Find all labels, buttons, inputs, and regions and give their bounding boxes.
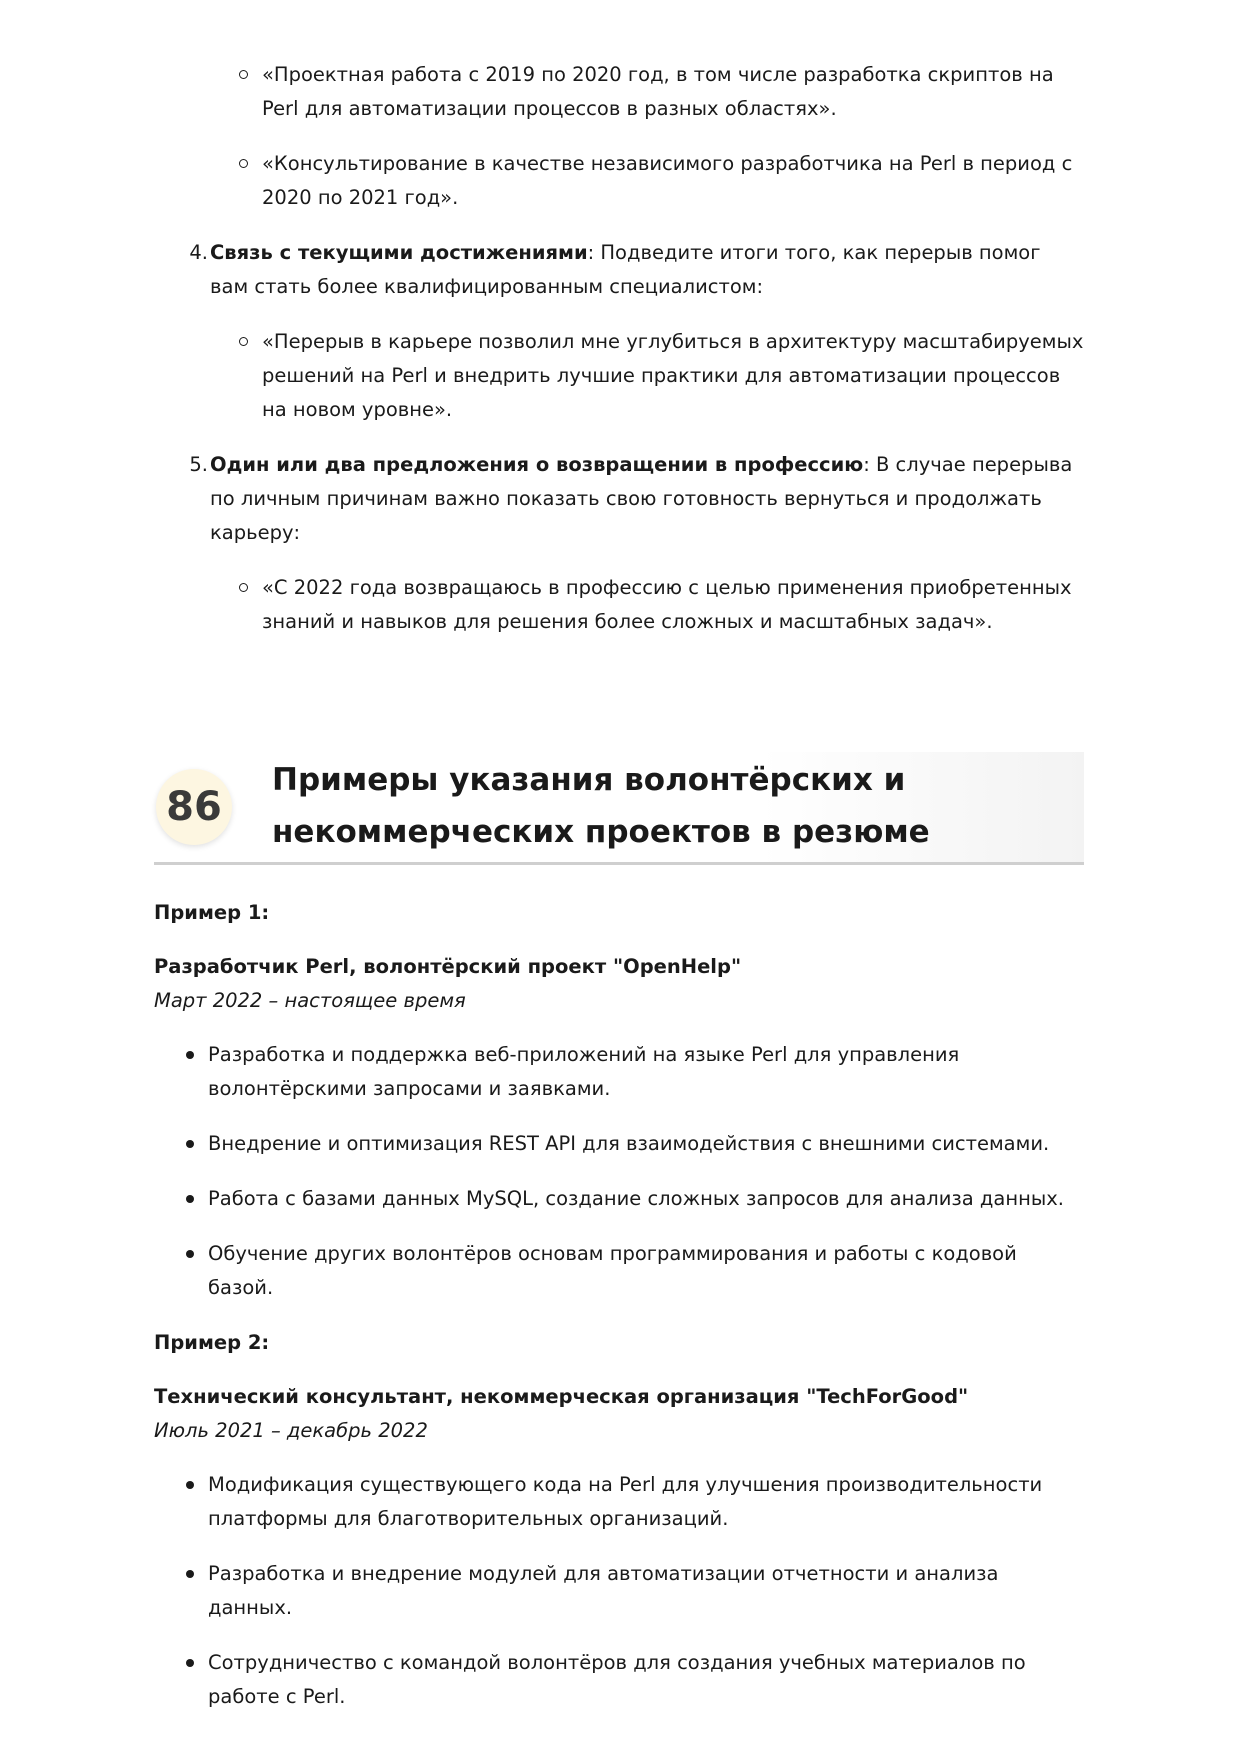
example-heading: Пример 2: (154, 1331, 270, 1354)
sublist-item: «Проектная работа с 2019 по 2020 год, в том числе разработка скриптов на Perl для автоматизации процессов в разных областях». (262, 58, 1084, 126)
example-2 (154, 1326, 1084, 1714)
item-text: : В случае перерыва по личным причинам важно показать свою готовность вернуться и продолжать карьеру: (210, 453, 1073, 544)
chapter-title: Примеры указания волонтёрских и некоммерческих проектов в резюме (272, 762, 930, 850)
bullet-item: Работа с базами данных MySQL, создание сложных запросов для анализа данных. (208, 1182, 1084, 1216)
numbered-item-4 (154, 236, 1084, 304)
chapter-heading (154, 752, 1084, 866)
bullet-item: Разработка и внедрение модулей для автоматизации отчетности и анализа данных. (208, 1557, 1084, 1625)
sublist-item: «Перерыв в карьере позволил мне углубиться в архитектуру масштабируемых решений на Perl и внедрить лучшие практики для автоматизации процессов на новом уровне». (262, 325, 1084, 427)
example-dates: Март 2022 – настоящее время (154, 989, 466, 1012)
bullet-item: Сотрудничество с командой волонтёров для создания учебных материалов по работе с Perl. (208, 1646, 1084, 1714)
bullet-item: Разработка и поддержка веб-приложений на языке Perl для управления волонтёрскими запросами и заявками. (208, 1038, 1084, 1106)
example-bullet-list (154, 1038, 1084, 1305)
item-number: 5. (189, 453, 208, 476)
item4-sublist (154, 325, 1084, 427)
item3-sublist (154, 58, 1084, 215)
numbered-item-5 (154, 448, 1084, 550)
chapter-heading-underline (154, 862, 1084, 865)
example-role: Разработчик Perl, волонтёрский проект "OpenHelp" (154, 955, 742, 978)
bullet-item: Модификация существующего кода на Perl для улучшения производительности платформы для благотворительных организаций. (208, 1468, 1084, 1536)
example-heading: Пример 1: (154, 901, 270, 924)
sublist-item: «С 2022 года возвращаюсь в профессию с целью применения приобретенных знаний и навыков для решения более сложных и масштабных задач». (262, 571, 1084, 639)
item5-sublist (154, 571, 1084, 639)
bullet-item: Обучение других волонтёров основам программирования и работы с кодовой базой. (208, 1237, 1084, 1305)
item-title: Связь с текущими достижениями (210, 241, 588, 264)
example-bullet-list (154, 1468, 1084, 1714)
sublist-item: «Консультирование в качестве независимого разработчика на Perl в период с 2020 по 2021 год». (262, 147, 1084, 215)
example-dates: Июль 2021 – декабрь 2022 (154, 1419, 428, 1442)
chapter-number-badge: 86 (156, 769, 232, 845)
example-1 (154, 896, 1084, 1305)
item-title: Один или два предложения о возвращении в профессию (210, 453, 864, 476)
item-number: 4. (189, 241, 208, 264)
item-text: : Подведите итоги того, как перерыв помог вам стать более квалифицированным специалистом: (210, 241, 1041, 298)
previous-list-continuation (154, 58, 1084, 660)
examples-section (154, 896, 1084, 1735)
bullet-item: Внедрение и оптимизация REST API для взаимодействия с внешними системами. (208, 1127, 1084, 1161)
example-role: Технический консультант, некоммерческая организация "TechForGood" (154, 1385, 969, 1408)
